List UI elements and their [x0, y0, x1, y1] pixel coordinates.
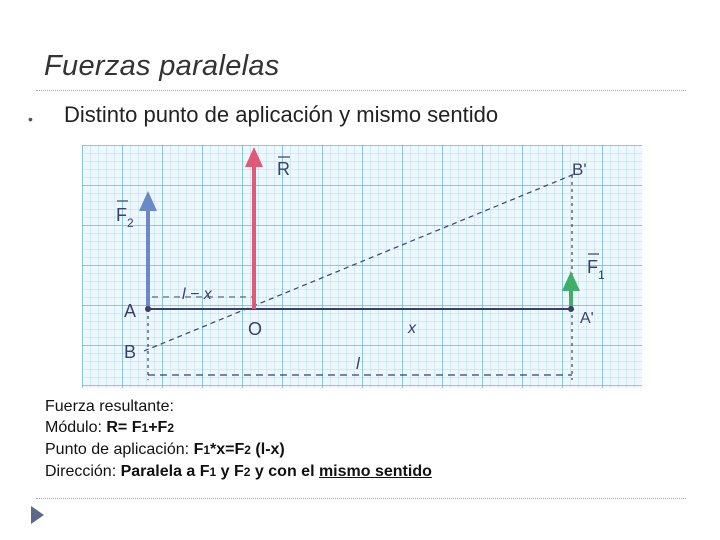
- direccion-underlined: mismo sentido: [318, 463, 432, 480]
- info-heading: Fuerza resultante:: [45, 398, 174, 415]
- label-l-minus-x: l − x: [182, 286, 212, 303]
- label-f1-sub: 1: [598, 268, 605, 282]
- label-b: B: [124, 342, 137, 362]
- punto-b: *x=F: [210, 441, 245, 458]
- modulo-r: R= F: [106, 419, 142, 436]
- parallel-forces-diagram: [82, 145, 642, 388]
- label-f2: F: [116, 205, 127, 225]
- label-f2-sub: 2: [127, 216, 134, 230]
- punto-sub2: 2: [244, 443, 251, 457]
- info-punto: [45, 439, 432, 461]
- direccion-label: Dirección:: [45, 463, 117, 480]
- punto-label: Punto de aplicación:: [45, 441, 190, 458]
- label-a: A: [124, 301, 137, 321]
- label-r: R: [277, 159, 290, 179]
- info-modulo: [45, 417, 432, 439]
- modulo-sub2: 2: [167, 421, 174, 435]
- direccion-sub1: 1: [209, 465, 217, 479]
- punto-sub1: 1: [203, 443, 211, 457]
- point-a: [145, 306, 151, 312]
- direccion-c: y con el: [250, 463, 319, 480]
- punto-a: F: [193, 441, 204, 458]
- title-divider: [36, 90, 686, 91]
- next-slide-arrow-icon[interactable]: [31, 506, 44, 524]
- direccion-b: y F: [216, 463, 244, 480]
- label-x: x: [408, 320, 416, 337]
- grid-paper: [82, 145, 642, 388]
- info-direccion: [45, 461, 432, 483]
- bullet-marker: •: [28, 111, 33, 127]
- modulo-plus: +F: [148, 419, 168, 436]
- punto-c: (l-x): [250, 441, 285, 458]
- point-aprime: [568, 306, 574, 312]
- direccion-a: Paralela a F: [120, 463, 210, 480]
- diagram-svg: [82, 145, 642, 388]
- label-bprime: B': [572, 160, 587, 179]
- slide-title: Fuerzas paralelas: [44, 50, 280, 82]
- label-o: O: [248, 319, 263, 339]
- resultant-info: [45, 396, 432, 483]
- label-f1: F: [587, 257, 598, 277]
- footer-divider: [36, 498, 686, 499]
- label-l: l: [356, 354, 360, 373]
- modulo-sub1: 1: [141, 421, 149, 435]
- label-aprime: A': [580, 310, 594, 327]
- modulo-label: Módulo:: [45, 419, 102, 436]
- direccion-sub2: 2: [243, 465, 251, 479]
- bullet-text: Distinto punto de aplicación y mismo sentido: [64, 102, 499, 127]
